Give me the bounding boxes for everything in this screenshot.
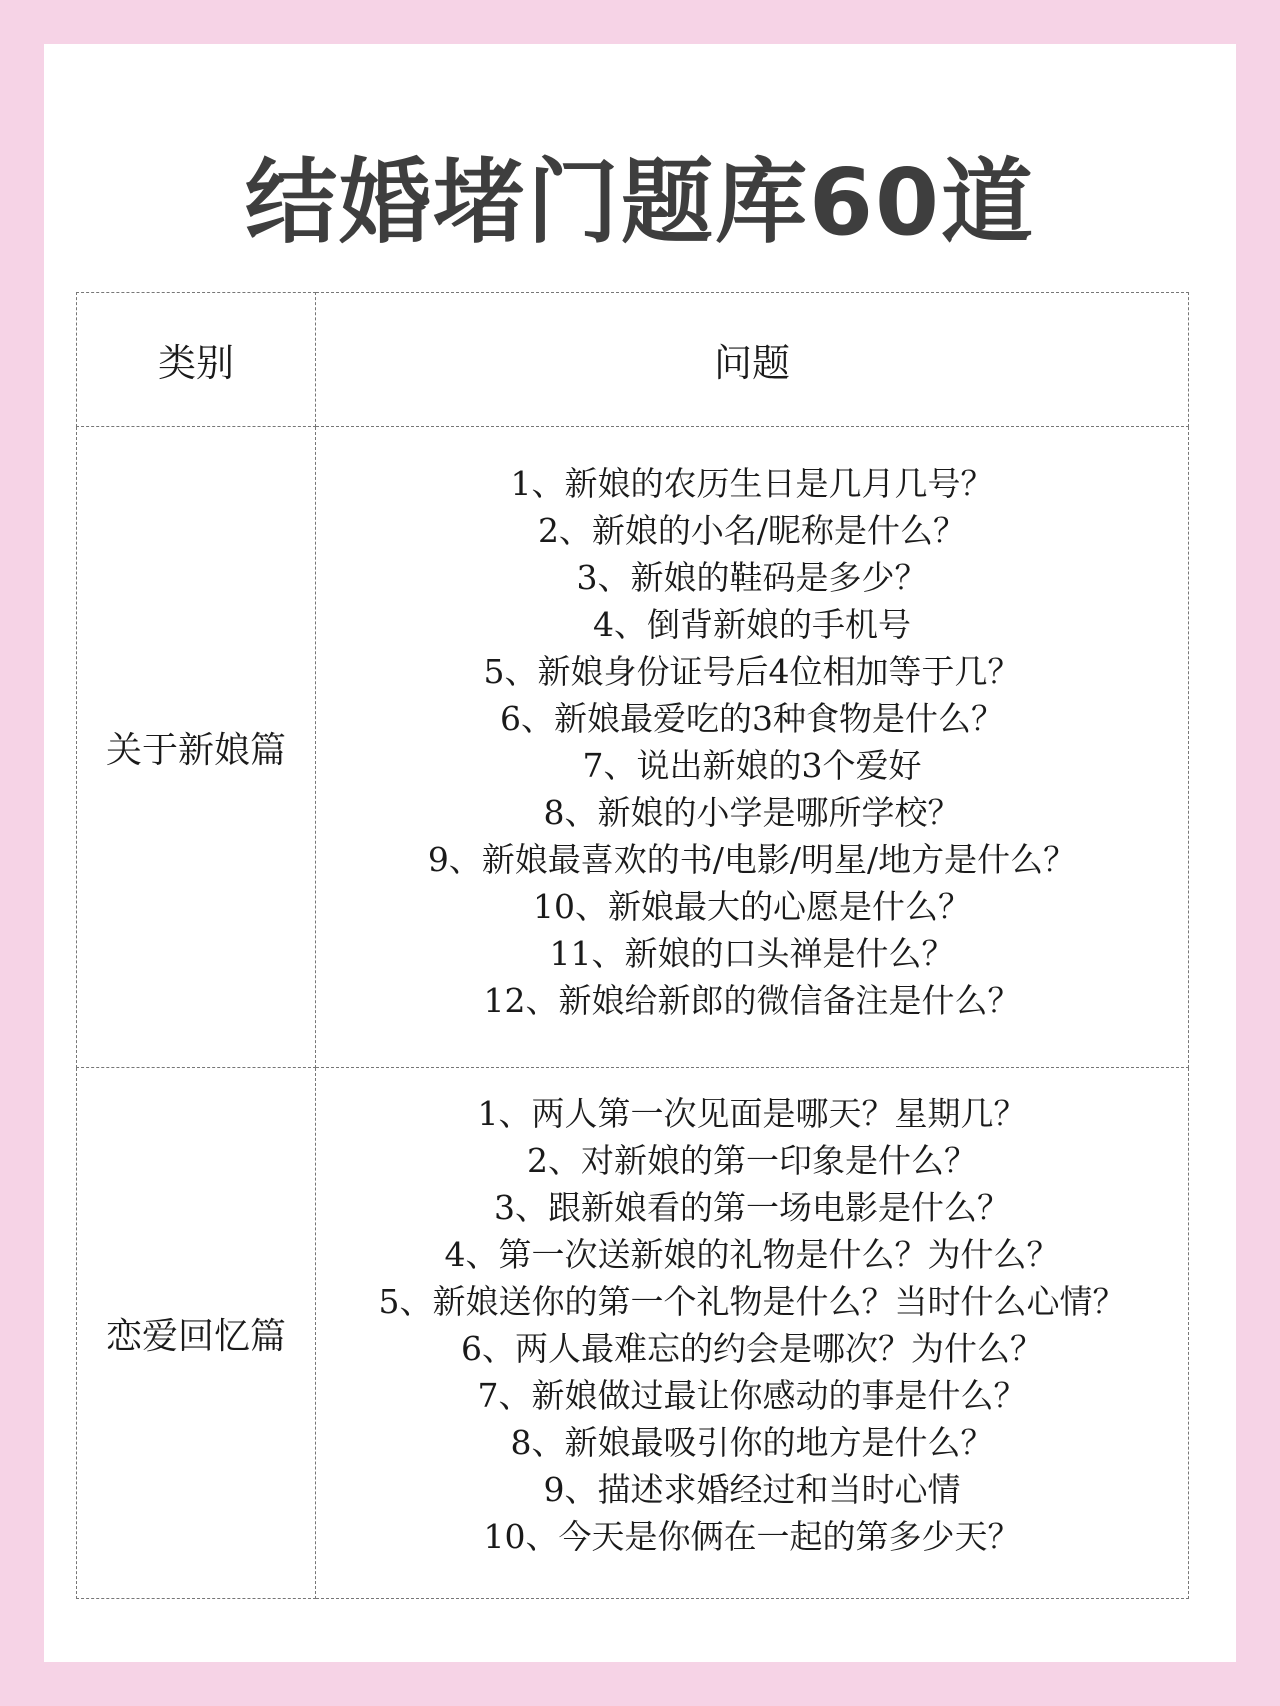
question-item: 2、新娘的小名/昵称是什么？ [537, 511, 967, 550]
question-item: 8、新娘的小学是哪所学校？ [543, 793, 961, 832]
question-item: 8、新娘最吸引你的地方是什么？ [510, 1423, 994, 1462]
question-item: 7、说出新娘的3个爱好 [582, 746, 922, 785]
category-cell-romance: 恋爱回忆篇 [77, 1068, 316, 1599]
table-row [77, 1068, 1189, 1599]
question-item: 12、新娘给新郎的微信备注是什么？ [483, 981, 1021, 1020]
question-item: 6、新娘最爱吃的3种食物是什么？ [500, 699, 1004, 738]
question-item: 9、描述求婚经过和当时心情 [543, 1470, 961, 1509]
question-item: 1、新娘的农历生日是几月几号？ [510, 464, 994, 503]
category-header: 类别 [77, 293, 316, 427]
question-item: 10、新娘最大的心愿是什么？ [533, 887, 971, 926]
question-list [316, 427, 1188, 1024]
question-list [316, 1068, 1188, 1560]
question-cell-bride [316, 427, 1189, 1068]
table-header-row [77, 293, 1189, 427]
question-table [76, 292, 1189, 1599]
question-item: 4、第一次送新娘的礼物是什么？为什么？ [444, 1235, 1060, 1274]
question-item: 5、新娘身份证号后4位相加等于几？ [483, 652, 1021, 691]
question-item: 4、倒背新娘的手机号 [593, 605, 911, 644]
question-cell-romance [316, 1068, 1189, 1599]
question-item: 3、跟新娘看的第一场电影是什么？ [494, 1188, 1010, 1227]
question-item: 6、两人最难忘的约会是哪次？为什么？ [461, 1329, 1043, 1368]
question-item: 2、对新娘的第一印象是什么？ [527, 1141, 977, 1180]
question-header: 问题 [316, 293, 1189, 427]
question-item: 11、新娘的口头禅是什么？ [549, 934, 955, 973]
question-item: 3、新娘的鞋码是多少？ [576, 558, 928, 597]
question-item: 1、两人第一次见面是哪天？星期几？ [477, 1094, 1027, 1133]
category-cell-bride: 关于新娘篇 [77, 427, 316, 1068]
question-item: 9、新娘最喜欢的书/电影/明星/地方是什么？ [427, 840, 1077, 879]
table-row [77, 427, 1189, 1068]
question-item: 10、今天是你俩在一起的第多少天？ [483, 1517, 1021, 1556]
question-item: 7、新娘做过最让你感动的事是什么？ [477, 1376, 1027, 1415]
question-item: 5、新娘送你的第一个礼物是什么？当时什么心情？ [378, 1282, 1126, 1321]
page-title: 结婚堵门题库60道 [244, 149, 1036, 256]
